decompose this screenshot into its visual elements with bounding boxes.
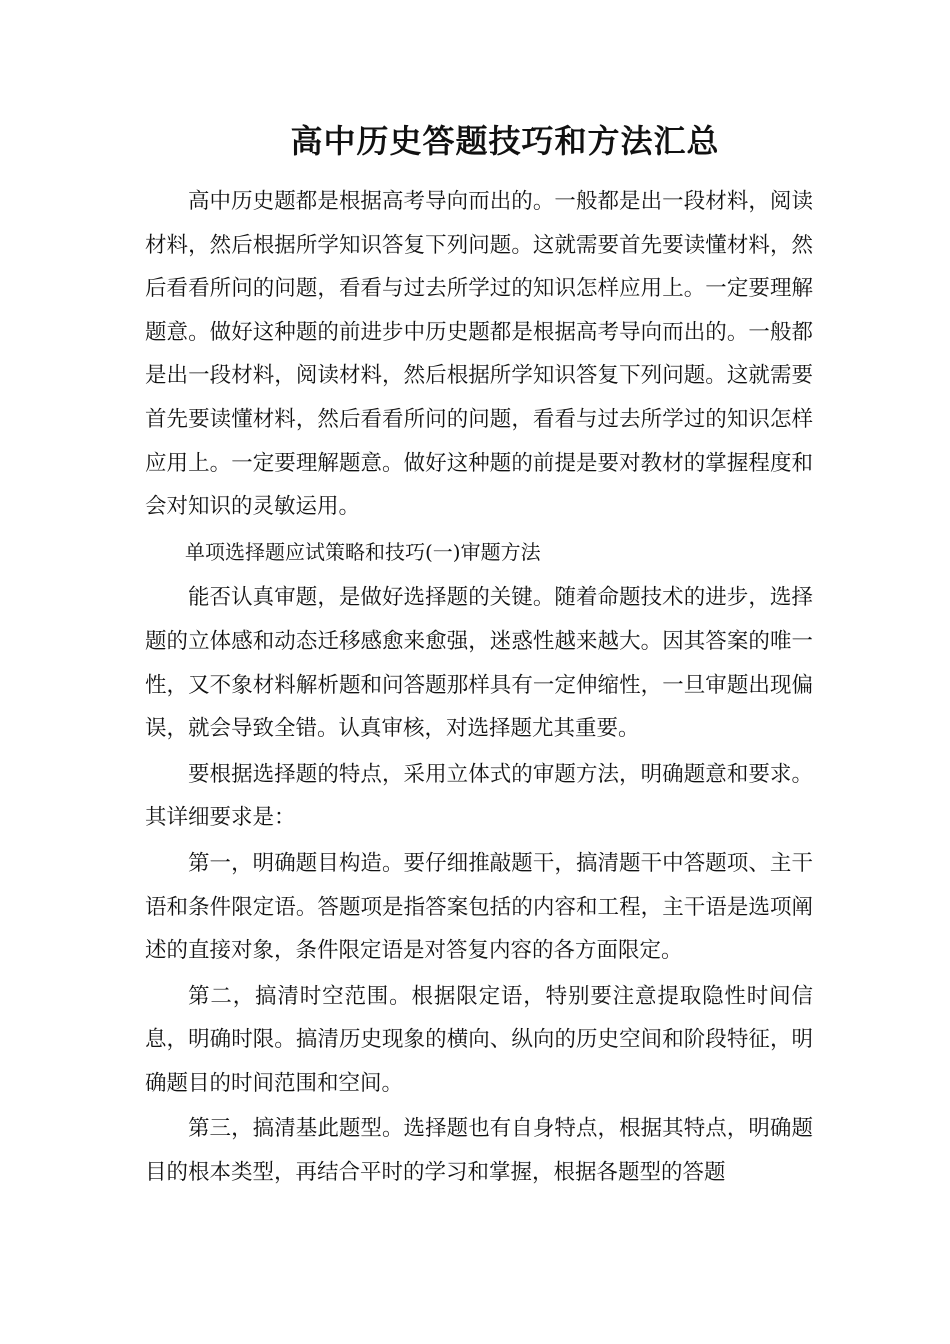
- paragraph-review-importance: 能否认真审题，是做好选择题的关键。随着命题技术的进步，选择题的立体感和动态迁移感愈来愈强，迷惑性越来越大。因其答案的唯一性，又不象材料解析题和问答题那样具有一定伸缩性，一旦审题出现偏误，就会导致全错。认真审核，对选择题尤其重要。: [145, 585, 813, 742]
- document-title: 高中历史答题技巧和方法汇总: [290, 122, 720, 160]
- section-heading: 单项选择题应试策略和技巧(一)审题方法: [185, 539, 541, 564]
- paragraph-point-two: 第二，搞清时空范围。根据限定语，特别要注意提取隐性时间信息，明确时限。搞清历史现象的横向、纵向的历史空间和阶段特征，明确题目的时间范围和空间。: [145, 983, 813, 1096]
- paragraph-point-one: 第一，明确题目构造。要仔细推敲题干，搞清题干中答题项、主干语和条件限定语。答题项是指答案包括的内容和工程，主干语是选项阐述的直接对象，条件限定语是对答复内容的各方面限定。: [145, 850, 813, 964]
- paragraph-point-three: 第三，搞清基此题型。选择题也有自身特点，根据其特点，明确题目的根本类型，再结合平时的学习和掌握，根据各题型的答题: [145, 1116, 813, 1186]
- paragraph-review-method: 要根据选择题的特点，采用立体式的审题方法，明确题意和要求。其详细要求是：: [145, 761, 813, 831]
- paragraph-intro: 高中历史题都是根据高考导向而出的。一般都是出一段材料，阅读材料，然后根据所学知识答复下列问题。这就需要首先要读懂材料，然后看看所问的问题，看看与过去所学过的知识怎样应用上。一定要理解题意。做好这种题的前进步中历史题都是根据高考导向而出的。一般都是出一段材料，阅读材料，然后根据所学知识答复下列问题。这就需要首先要读懂材料，然后看看所问的问题，看看与过去所学过的知识怎样应用上。一定要理解题意。做好这种题的前提是要对教材的掌握程度和会对知识的灵敏运用。: [145, 189, 813, 520]
- document-body: [145, 180, 813, 1195]
